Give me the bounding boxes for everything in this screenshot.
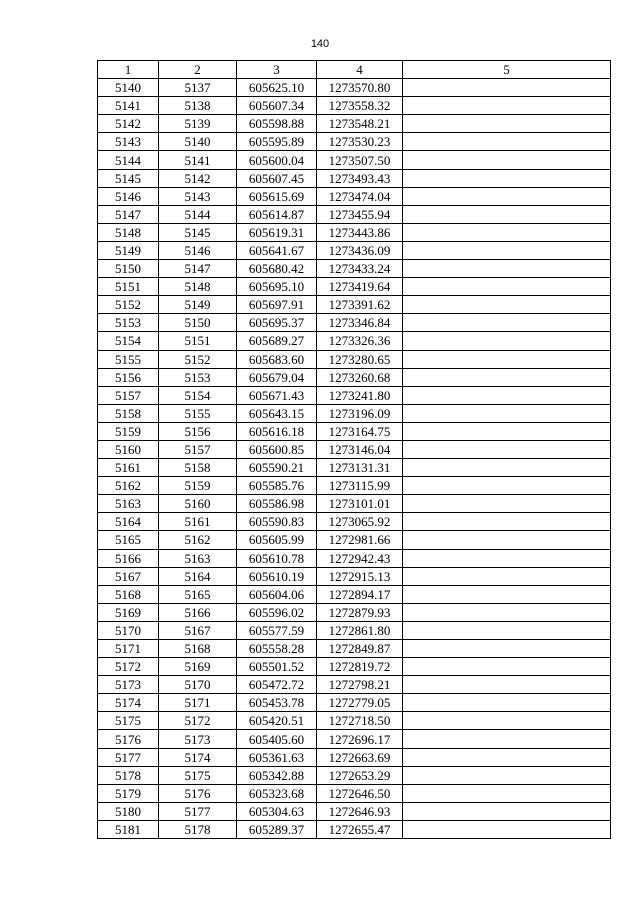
table-cell: 605501.52: [237, 658, 317, 676]
table-cell: 5142: [98, 115, 159, 133]
table-row: [98, 549, 611, 567]
table-row: [98, 477, 611, 495]
table-row: [98, 802, 611, 820]
table-cell: 1272798.21: [317, 676, 403, 694]
table-cell: 605680.42: [237, 260, 317, 278]
table-cell: [403, 187, 611, 205]
table-cell: 5176: [159, 784, 237, 802]
table-cell: 605600.04: [237, 151, 317, 169]
table-cell: 605604.06: [237, 585, 317, 603]
table-cell: [403, 368, 611, 386]
table-cell: 1273436.09: [317, 241, 403, 259]
table-cell: 5161: [98, 459, 159, 477]
table-cell: [403, 621, 611, 639]
table-cell: 5150: [98, 260, 159, 278]
table-row: [98, 314, 611, 332]
table-cell: 5141: [98, 97, 159, 115]
table-cell: [403, 531, 611, 549]
table-cell: 1273391.62: [317, 296, 403, 314]
table-cell: 5153: [159, 368, 237, 386]
table-cell: [403, 314, 611, 332]
table-row: [98, 260, 611, 278]
table-cell: 605679.04: [237, 368, 317, 386]
table-cell: 5143: [159, 187, 237, 205]
table-cell: 605614.87: [237, 205, 317, 223]
table-cell: 5137: [159, 79, 237, 97]
table-cell: 1273433.24: [317, 260, 403, 278]
table-cell: 5169: [159, 658, 237, 676]
table-cell: 1272718.50: [317, 712, 403, 730]
table-cell: 5139: [159, 115, 237, 133]
table-cell: 605598.88: [237, 115, 317, 133]
table-cell: 5159: [98, 422, 159, 440]
table-cell: 605472.72: [237, 676, 317, 694]
table-cell: 605697.91: [237, 296, 317, 314]
table-cell: 605558.28: [237, 640, 317, 658]
table-cell: 605643.15: [237, 404, 317, 422]
table-cell: 5164: [98, 513, 159, 531]
table-cell: 5171: [98, 640, 159, 658]
table-cell: 5147: [159, 260, 237, 278]
table-row: [98, 422, 611, 440]
table-cell: 5156: [98, 368, 159, 386]
table-body: [98, 79, 611, 839]
table-cell: 5153: [98, 314, 159, 332]
table-cell: 5160: [159, 495, 237, 513]
table-cell: 5163: [98, 495, 159, 513]
table-cell: 605616.18: [237, 422, 317, 440]
table-cell: [403, 241, 611, 259]
table-row: [98, 79, 611, 97]
table-cell: 5180: [98, 802, 159, 820]
table-cell: [403, 549, 611, 567]
table-cell: 605361.63: [237, 748, 317, 766]
table-cell: 605695.10: [237, 278, 317, 296]
table-cell: [403, 694, 611, 712]
column-header: 5: [403, 61, 611, 79]
table-cell: 5144: [98, 151, 159, 169]
table-row: [98, 115, 611, 133]
table-row: [98, 820, 611, 838]
table-row: [98, 567, 611, 585]
table-cell: [403, 820, 611, 838]
table-row: [98, 459, 611, 477]
table-cell: 1273196.09: [317, 404, 403, 422]
table-cell: 5146: [159, 241, 237, 259]
table-row: [98, 368, 611, 386]
table-cell: [403, 350, 611, 368]
table-cell: [403, 151, 611, 169]
table-cell: 5157: [159, 440, 237, 458]
table-cell: 5145: [98, 169, 159, 187]
table-row: [98, 223, 611, 241]
table-cell: 5157: [98, 386, 159, 404]
table-cell: 5167: [159, 621, 237, 639]
table-cell: 1272819.72: [317, 658, 403, 676]
table-cell: 605683.60: [237, 350, 317, 368]
table-cell: [403, 133, 611, 151]
table-cell: 605695.37: [237, 314, 317, 332]
table-cell: 5181: [98, 820, 159, 838]
table-cell: 1273443.86: [317, 223, 403, 241]
table-cell: 605289.37: [237, 820, 317, 838]
table-row: [98, 151, 611, 169]
table-cell: [403, 513, 611, 531]
table-cell: 1273326.36: [317, 332, 403, 350]
column-header: 2: [159, 61, 237, 79]
table-cell: 1272646.50: [317, 784, 403, 802]
table-cell: [403, 658, 611, 676]
table-row: [98, 440, 611, 458]
table-cell: 5177: [159, 802, 237, 820]
table-cell: [403, 802, 611, 820]
table-cell: 5173: [98, 676, 159, 694]
table-cell: 1273474.04: [317, 187, 403, 205]
table-cell: 605625.10: [237, 79, 317, 97]
table-cell: 605607.34: [237, 97, 317, 115]
table-cell: 5143: [98, 133, 159, 151]
table-cell: 605420.51: [237, 712, 317, 730]
table-cell: [403, 422, 611, 440]
table-cell: 1272861.80: [317, 621, 403, 639]
table-cell: 605610.19: [237, 567, 317, 585]
table-cell: 605689.27: [237, 332, 317, 350]
table-cell: 1272981.66: [317, 531, 403, 549]
table-cell: 1273131.31: [317, 459, 403, 477]
table-cell: 5177: [98, 748, 159, 766]
table-cell: 1273146.04: [317, 440, 403, 458]
table-cell: 605323.68: [237, 784, 317, 802]
table-cell: 1273115.99: [317, 477, 403, 495]
table-cell: 1272696.17: [317, 730, 403, 748]
table-cell: 605595.89: [237, 133, 317, 151]
table-cell: 1273507.50: [317, 151, 403, 169]
table-cell: 5168: [159, 640, 237, 658]
table-cell: [403, 712, 611, 730]
table-cell: 1272779.05: [317, 694, 403, 712]
table-cell: 5154: [159, 386, 237, 404]
table-cell: [403, 748, 611, 766]
table-cell: 5146: [98, 187, 159, 205]
table-cell: 5170: [159, 676, 237, 694]
table-cell: 5172: [98, 658, 159, 676]
table-cell: 5161: [159, 513, 237, 531]
table-row: [98, 730, 611, 748]
table-row: [98, 712, 611, 730]
table-cell: 5155: [98, 350, 159, 368]
table-row: [98, 241, 611, 259]
table-cell: [403, 567, 611, 585]
table-cell: 5176: [98, 730, 159, 748]
table-cell: 1273101.01: [317, 495, 403, 513]
table-cell: [403, 404, 611, 422]
table-cell: 1272942.43: [317, 549, 403, 567]
table-cell: [403, 296, 611, 314]
table-cell: 5155: [159, 404, 237, 422]
table-cell: 5151: [98, 278, 159, 296]
table-cell: [403, 205, 611, 223]
coordinates-table: [97, 60, 611, 839]
table-cell: [403, 603, 611, 621]
table-cell: 605641.67: [237, 241, 317, 259]
table-cell: 1273280.65: [317, 350, 403, 368]
table-cell: [403, 260, 611, 278]
table-cell: [403, 97, 611, 115]
table-cell: 605590.21: [237, 459, 317, 477]
table-header-row: [98, 61, 611, 79]
table-cell: 5165: [98, 531, 159, 549]
table-cell: 1273493.43: [317, 169, 403, 187]
table-row: [98, 603, 611, 621]
table-row: [98, 748, 611, 766]
table-cell: 5175: [98, 712, 159, 730]
table-row: [98, 278, 611, 296]
table-row: [98, 187, 611, 205]
table-cell: 5150: [159, 314, 237, 332]
table-row: [98, 531, 611, 549]
table-cell: 5152: [98, 296, 159, 314]
table-cell: 5149: [159, 296, 237, 314]
table-cell: 5141: [159, 151, 237, 169]
table-cell: 5148: [98, 223, 159, 241]
table-cell: 605577.59: [237, 621, 317, 639]
table-cell: 5172: [159, 712, 237, 730]
table-cell: 5174: [159, 748, 237, 766]
table-cell: 5167: [98, 567, 159, 585]
table-cell: 605671.43: [237, 386, 317, 404]
table-row: [98, 621, 611, 639]
table-row: [98, 585, 611, 603]
table-cell: 5165: [159, 585, 237, 603]
table-cell: 605585.76: [237, 477, 317, 495]
table-cell: 5148: [159, 278, 237, 296]
table-cell: 5159: [159, 477, 237, 495]
table-cell: 5173: [159, 730, 237, 748]
table-row: [98, 133, 611, 151]
table-row: [98, 513, 611, 531]
table-cell: 1273241.80: [317, 386, 403, 404]
table-cell: 1272646.93: [317, 802, 403, 820]
table-cell: [403, 676, 611, 694]
table-cell: [403, 784, 611, 802]
table-cell: [403, 495, 611, 513]
table-row: [98, 676, 611, 694]
table-cell: 5166: [98, 549, 159, 567]
table-row: [98, 350, 611, 368]
table-cell: 5140: [159, 133, 237, 151]
table-cell: 1272915.13: [317, 567, 403, 585]
table-cell: 1273570.80: [317, 79, 403, 97]
table-cell: [403, 730, 611, 748]
table-cell: 5151: [159, 332, 237, 350]
table-row: [98, 332, 611, 350]
table-cell: 1272653.29: [317, 766, 403, 784]
table-row: [98, 169, 611, 187]
table-cell: 5163: [159, 549, 237, 567]
table-row: [98, 694, 611, 712]
table-cell: [403, 440, 611, 458]
table-cell: 605590.83: [237, 513, 317, 531]
table-cell: 1272655.47: [317, 820, 403, 838]
table-cell: [403, 766, 611, 784]
table-cell: 5175: [159, 766, 237, 784]
table-cell: 5142: [159, 169, 237, 187]
table-cell: 5164: [159, 567, 237, 585]
table-cell: 605610.78: [237, 549, 317, 567]
table-cell: 5160: [98, 440, 159, 458]
table-cell: 1273455.94: [317, 205, 403, 223]
table-cell: 5154: [98, 332, 159, 350]
page-number: 140: [310, 38, 330, 50]
table-cell: 5162: [98, 477, 159, 495]
table-cell: 1273164.75: [317, 422, 403, 440]
table-cell: 605605.99: [237, 531, 317, 549]
table-cell: 5168: [98, 585, 159, 603]
table-row: [98, 766, 611, 784]
table-cell: [403, 115, 611, 133]
table-cell: 605586.98: [237, 495, 317, 513]
table-cell: 5147: [98, 205, 159, 223]
table-cell: 5169: [98, 603, 159, 621]
table-cell: 5152: [159, 350, 237, 368]
table-cell: 1272849.87: [317, 640, 403, 658]
table-cell: 605596.02: [237, 603, 317, 621]
column-header: 3: [237, 61, 317, 79]
table-cell: 1273260.68: [317, 368, 403, 386]
table-cell: 5156: [159, 422, 237, 440]
column-header: 1: [98, 61, 159, 79]
table-cell: 1272663.69: [317, 748, 403, 766]
table-cell: 605607.45: [237, 169, 317, 187]
table-cell: 1273558.32: [317, 97, 403, 115]
table-cell: 5140: [98, 79, 159, 97]
table-cell: 605600.85: [237, 440, 317, 458]
table-cell: 5145: [159, 223, 237, 241]
table-cell: [403, 223, 611, 241]
table-cell: [403, 278, 611, 296]
table-cell: 5138: [159, 97, 237, 115]
table-cell: 1273530.23: [317, 133, 403, 151]
table-cell: 605615.69: [237, 187, 317, 205]
table-cell: 5171: [159, 694, 237, 712]
table-cell: 1273548.21: [317, 115, 403, 133]
table-cell: 5144: [159, 205, 237, 223]
table-cell: [403, 585, 611, 603]
table-cell: [403, 640, 611, 658]
table-cell: [403, 79, 611, 97]
table-row: [98, 784, 611, 802]
table-cell: 5179: [98, 784, 159, 802]
table-row: [98, 640, 611, 658]
table-cell: 5158: [98, 404, 159, 422]
column-header: 4: [317, 61, 403, 79]
table-cell: [403, 477, 611, 495]
table-cell: 605304.63: [237, 802, 317, 820]
table-cell: [403, 332, 611, 350]
table-cell: 1273346.84: [317, 314, 403, 332]
table-cell: 1273065.92: [317, 513, 403, 531]
table-cell: 5149: [98, 241, 159, 259]
table-cell: 5170: [98, 621, 159, 639]
table-cell: 605619.31: [237, 223, 317, 241]
table-cell: 5162: [159, 531, 237, 549]
table-cell: 605453.78: [237, 694, 317, 712]
table-row: [98, 404, 611, 422]
table-cell: 1273419.64: [317, 278, 403, 296]
table-cell: 5174: [98, 694, 159, 712]
table-cell: [403, 386, 611, 404]
table-row: [98, 205, 611, 223]
table-cell: [403, 169, 611, 187]
table-row: [98, 495, 611, 513]
table-cell: 5158: [159, 459, 237, 477]
table-cell: 1272879.93: [317, 603, 403, 621]
table-row: [98, 658, 611, 676]
table-cell: 5178: [98, 766, 159, 784]
table-cell: [403, 459, 611, 477]
table-cell: 5166: [159, 603, 237, 621]
table-cell: 605342.88: [237, 766, 317, 784]
table-cell: 5178: [159, 820, 237, 838]
table-row: [98, 296, 611, 314]
table-cell: 605405.60: [237, 730, 317, 748]
table-cell: 1272894.17: [317, 585, 403, 603]
table-row: [98, 386, 611, 404]
table-row: [98, 97, 611, 115]
